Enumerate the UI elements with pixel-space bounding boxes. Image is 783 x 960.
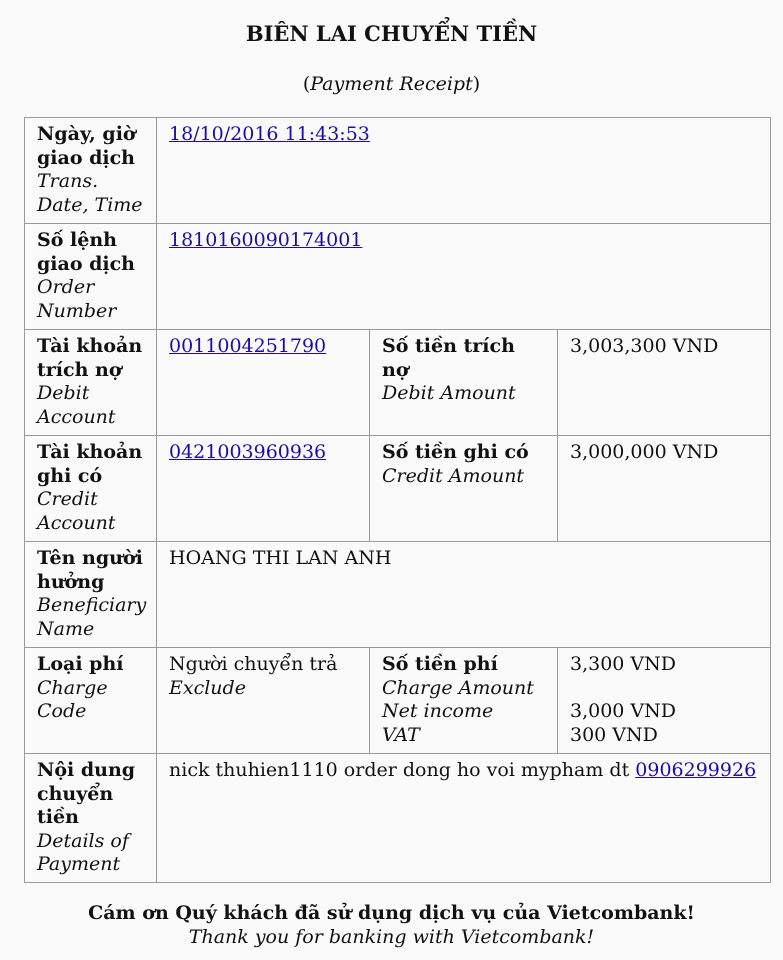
credit-account-link[interactable]: 0421003960936	[169, 441, 327, 463]
value-cell	[558, 648, 771, 754]
label-cell	[25, 754, 157, 883]
label-debit-account-en: Debit Account	[37, 382, 116, 428]
label-trans-date-vi: Ngày, giờ giao dịch	[37, 123, 136, 169]
label-credit-amount-vi: Số tiền ghi có	[382, 441, 529, 463]
receipt-title: BIÊN LAI CHUYỂN TIỀN	[245, 21, 538, 46]
label-beneficiary-en: Beneficiary Name	[37, 594, 147, 640]
label-debit-amount-en: Debit Amount	[382, 382, 516, 404]
label-cell	[25, 330, 157, 436]
value-cell	[558, 330, 771, 436]
label-credit-amount-en: Credit Amount	[382, 464, 525, 487]
label-cell	[25, 224, 157, 330]
value-cell	[157, 330, 370, 436]
value-cell	[157, 648, 370, 754]
label-cell	[25, 542, 157, 648]
spacer	[570, 677, 758, 701]
details-phone-link[interactable]: 0906299926	[635, 759, 757, 781]
label-cell	[25, 118, 157, 224]
net-income-value: 3,000 VND	[570, 700, 677, 722]
subtitle-close: )	[472, 73, 481, 95]
value-cell	[157, 542, 771, 648]
row-charge	[25, 648, 771, 754]
debit-account-link[interactable]: 0011004251790	[169, 335, 327, 357]
receipt-table	[24, 117, 771, 883]
label-order-number-en: Order Number	[37, 276, 117, 322]
row-beneficiary	[25, 542, 771, 648]
debit-amount-value: 3,003,300 VND	[570, 335, 719, 357]
row-trans-date	[25, 118, 771, 224]
label-trans-date-en: Trans. Date, Time	[37, 170, 143, 216]
subtitle-open: (	[302, 73, 311, 95]
value-cell	[157, 224, 771, 330]
label-credit-account-en: Credit Account	[37, 488, 116, 534]
row-order-number	[25, 224, 771, 330]
receipt-subtitle	[0, 73, 783, 97]
value-cell	[558, 436, 771, 542]
value-cell	[157, 118, 771, 224]
label-charge-amount-en: Charge Amount	[382, 676, 534, 699]
row-credit	[25, 436, 771, 542]
charge-amount-value: 3,300 VND	[570, 653, 677, 675]
label-debit-account-vi: Tài khoản trích nợ	[37, 335, 143, 381]
label-debit-amount-vi: Số tiền trích nợ	[382, 335, 515, 381]
subtitle-text: Payment Receipt	[310, 73, 473, 95]
label-charge-amount-vi: Số tiền phí	[382, 653, 498, 675]
footer	[0, 902, 783, 949]
label-credit-account-vi: Tài khoản ghi có	[37, 441, 143, 487]
value-cell	[157, 436, 370, 542]
label-beneficiary-vi: Tên người hưởng	[37, 547, 143, 593]
label-details-vi: Nội dung chuyển tiền	[37, 759, 136, 828]
charge-code-value-en: Exclude	[169, 676, 246, 699]
order-number-link[interactable]: 1810160090174001	[169, 229, 363, 251]
label-charge-code-en: Charge Code	[37, 676, 108, 722]
charge-code-value-vi: Người chuyển trả	[169, 653, 338, 675]
vat-value: 300 VND	[570, 723, 658, 746]
beneficiary-name-value: HOANG THI LAN ANH	[169, 547, 392, 569]
label-cell	[370, 330, 558, 436]
footer-thanks-vi: Cám ơn Quý khách đã sử dụng dịch vụ của Vietcombank!	[88, 902, 695, 924]
label-cell	[25, 436, 157, 542]
label-vat: VAT	[382, 723, 420, 746]
trans-date-link[interactable]: 18/10/2016 11:43:53	[169, 123, 370, 145]
label-details-en: Details of Payment	[37, 829, 129, 875]
details-text: nick thuhien1110 order dong ho voi mypham dt	[169, 759, 636, 781]
footer-thanks-en: Thank you for banking with Vietcombank!	[188, 925, 595, 948]
label-net-income: Net income	[382, 700, 494, 722]
label-cell	[25, 648, 157, 754]
row-debit	[25, 330, 771, 436]
label-cell	[370, 436, 558, 542]
label-charge-code-vi: Loại phí	[37, 653, 124, 675]
value-cell	[157, 754, 771, 883]
label-cell	[370, 648, 558, 754]
label-order-number-vi: Số lệnh giao dịch	[37, 229, 135, 275]
credit-amount-value: 3,000,000 VND	[570, 441, 719, 463]
row-details	[25, 754, 771, 883]
